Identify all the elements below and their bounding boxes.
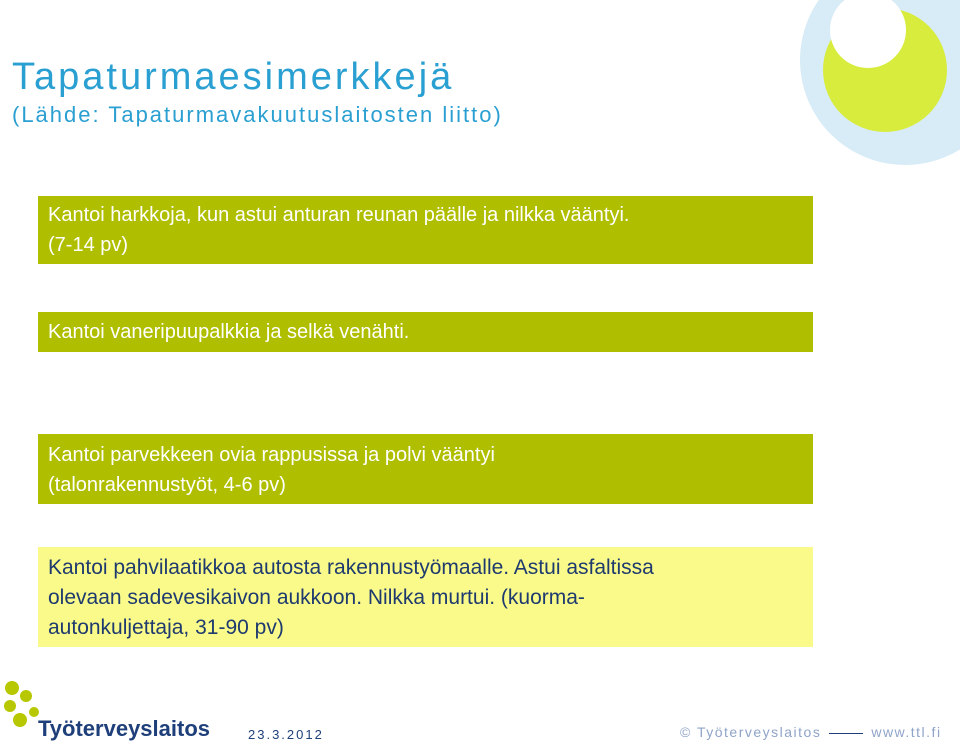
copyright-text: © Työterveyslaitos: [680, 724, 822, 740]
separator-line: [829, 733, 863, 734]
example-3-line-2: (talonrakennustyöt, 4-6 pv): [48, 474, 286, 496]
example-box-1: [38, 196, 813, 264]
example-box-2: [38, 312, 813, 352]
example-box-4: [38, 547, 813, 647]
example-1-line-2: (7-14 pv): [48, 234, 129, 256]
page-subtitle: (Lähde: Tapaturmavakuutuslaitosten liitto): [12, 102, 503, 127]
example-2-line-1: Kantoi vaneripuupalkkia ja selkä venähti.: [48, 321, 410, 343]
footer-copyright: [680, 724, 942, 740]
ttl-logo-text: Työterveyslaitos: [38, 716, 211, 741]
example-3-line-1: Kantoi parvekkeen ovia rappusissa ja polvi vääntyi: [48, 444, 495, 466]
footer-url: www.ttl.fi: [871, 724, 942, 740]
example-4-line-1: Kantoi pahvilaatikkoa autosta rakennustyömaalle. Astui asfaltissa: [48, 556, 654, 579]
example-box-3: [38, 434, 813, 504]
example-1-line-1: Kantoi harkkoja, kun astui anturan reunan päälle ja nilkka vääntyi.: [48, 204, 630, 226]
example-4-line-2: olevaan sadevesikaivon aukkoon. Nilkka murtui. (kuorma-: [48, 586, 585, 609]
example-4-line-3: autonkuljettaja, 31-90 pv): [48, 616, 284, 639]
footer-date: 23.3.2012: [248, 727, 324, 742]
page-title: Tapaturmaesimerkkejä: [12, 56, 455, 98]
decorative-circles: [700, 0, 960, 200]
